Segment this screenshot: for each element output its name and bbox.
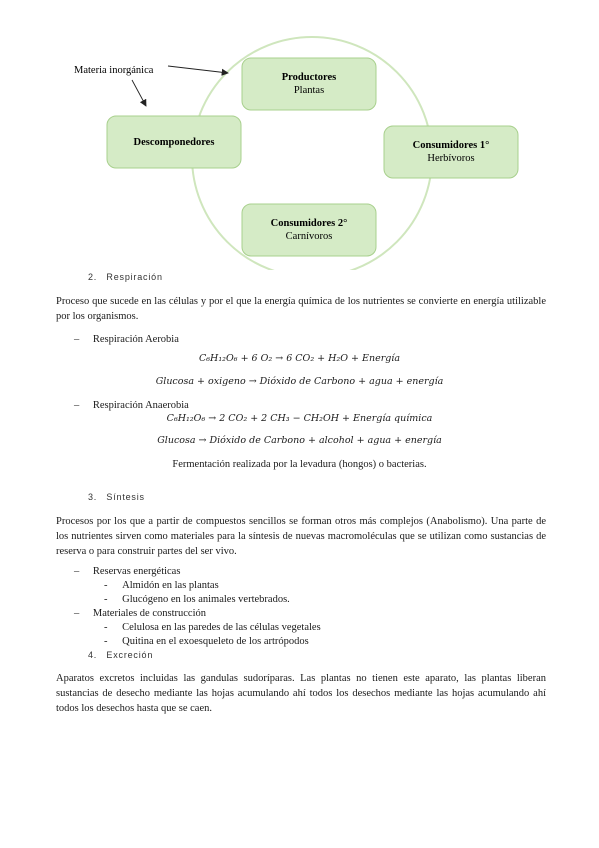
bullet-anaerobia-label: Respiración Anaerobia [92,400,189,411]
ecosystem-cycle-diagram [0,0,599,270]
bullet-dash: – [74,400,80,411]
node-consumidores2-subtitle: Carnívoros [285,231,333,242]
bullet-aerobia [74,332,179,347]
formula-aerobia: C₆H₁₂O₆ + 6 O₂ → 6 CO₂ + H₂O + Energía [198,353,401,364]
bullet-dash: – [74,566,80,577]
sub-bullet-dash: - [104,580,108,591]
sub-item-glucogeno [104,592,290,607]
fermentacion-note: Fermentación realizada por la levadura (hongos) o bacterias. [172,459,427,470]
section3-paragraph: Procesos por los que a partir de compuestos sencillos se forman otros más complejos (Anabolismo). Una parte de los nutrientes sirven como materiales para la síntesis de nuevas macromoléculas que se utilizan como sustancias de reserva o para construir partes del ser vivo. [56,516,546,557]
section4-number: 4. [88,650,98,660]
bullet-materiales [74,606,206,621]
sub-item-celulosa [104,620,321,635]
section4-paragraph: Aparatos excretos incluidas las gandulas sudoríparas. Las plantas no tienen este aparato, las plantas liberan sustancias de desecho mediante las hojas acumulando ahí todos los desechos mediante las hojas acumulando ahí todos los desechos hasta que se caen. [56,673,546,714]
node-descomponedores [107,116,241,168]
sub-item-celulosa-text: Celulosa en las paredes de las células vegetales [122,622,321,633]
sub-item-quitina [104,634,309,649]
formula-anaerobia: C₆H₁₂O₆ → 2 CO₂ + 2 CH₃ − CH₂OH + Energía química [166,413,433,424]
section3-heading [88,492,145,502]
bullet-dash: – [74,334,80,345]
node-consumidores1-title: Consumidores 1° [412,140,490,151]
section2-paragraph: Proceso que sucede en las células y por el que la energía química de los nutrientes se convierte en energía utilizable por los organismos. [56,296,546,322]
sub-bullet-dash: - [104,622,108,633]
formula-aerobia-words: Glucosa + oxigeno → Dióxido de Carbono + agua + energía [155,376,444,387]
bullet-anaerobia [74,398,189,413]
sub-bullet-dash: - [104,594,108,605]
formula-anaerobia-words: Glucosa → Dióxido de Carbono + alcohol + agua + energía [157,435,442,446]
node-consumidores1-subtitle: Herbívoros [427,153,475,164]
sub-item-quitina-text: Quitina en el exoesqueleto de los artrópodos [122,636,309,647]
arrow-to-descomponedores [132,80,146,106]
node-descomponedores-title: Descomponedores [133,137,215,148]
section3-number: 3. [88,492,98,502]
materia-inorganica-label: Materia inorgánica [74,65,154,76]
bullet-reservas [74,564,180,579]
section2-heading [88,272,163,282]
node-productores-title: Productores [281,72,337,83]
node-consumidores2 [242,204,376,256]
bullet-dash: – [74,608,80,619]
sub-bullet-dash: - [104,636,108,647]
section2-title: Respiración [106,272,163,282]
node-productores [242,58,376,110]
arrow-to-productores [168,66,228,73]
sub-item-almidon [104,578,219,593]
node-consumidores1 [384,126,518,178]
bullet-materiales-label: Materiales de construcción [92,608,206,619]
bullet-reservas-label: Reservas energéticas [92,566,181,577]
sub-item-glucogeno-text: Glucógeno en los animales vertebrados. [122,594,290,605]
node-consumidores2-title: Consumidores 2° [270,218,348,229]
section4-title: Excreción [106,650,154,660]
section4-heading [88,650,153,660]
node-productores-subtitle: Plantas [293,85,325,96]
section2-number: 2. [88,272,98,282]
section3-title: Síntesis [106,492,145,502]
sub-item-almidon-text: Almidón en las plantas [122,580,219,591]
bullet-aerobia-label: Respiración Aerobia [92,334,179,345]
